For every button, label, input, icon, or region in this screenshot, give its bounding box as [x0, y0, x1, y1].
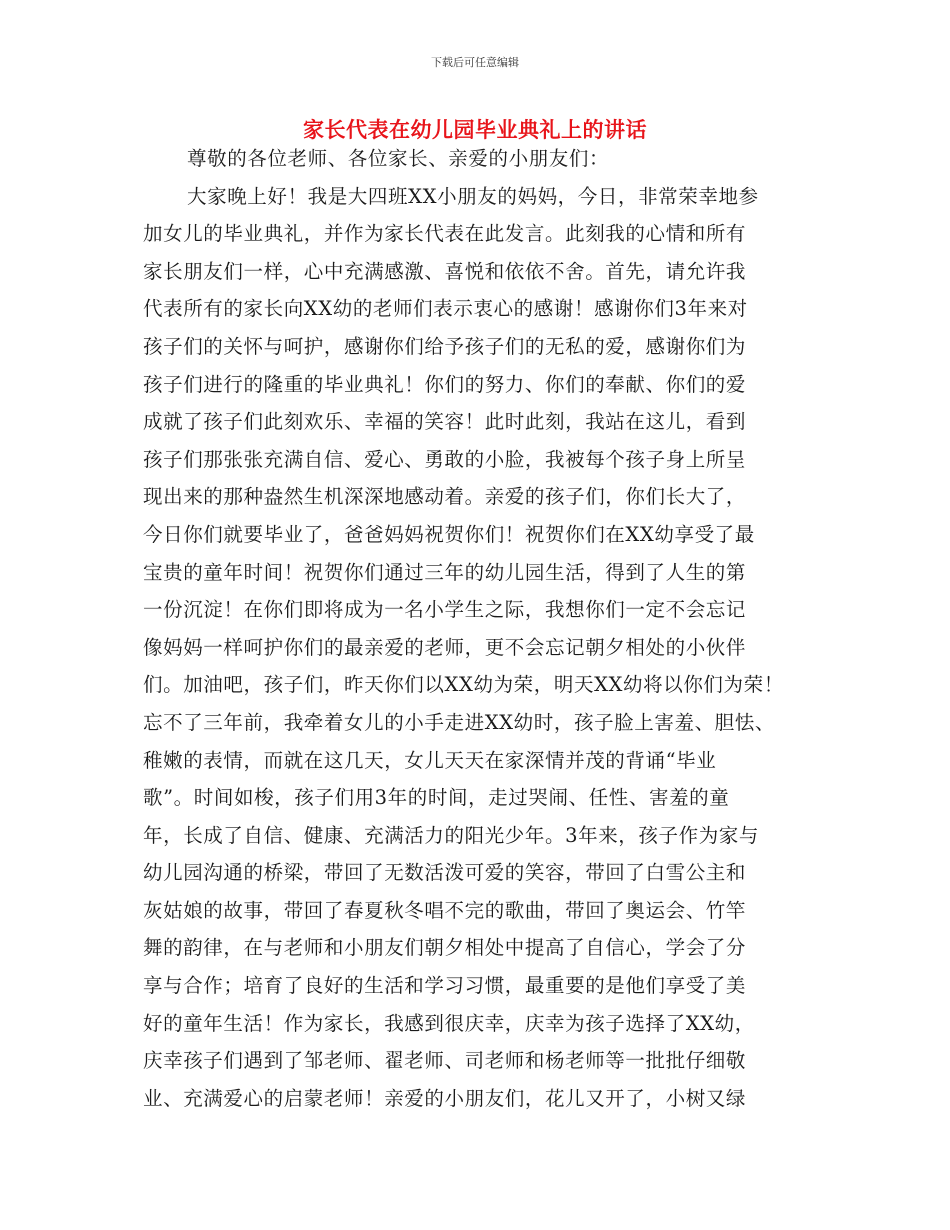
paragraph-line: 舞的韵律，在与老师和小朋友们朝夕相处中提高了自信心，学会了分: [143, 936, 747, 960]
paragraph-line: 宝贵的童年时间！祝贺你们通过三年的幼儿园生活，得到了人生的第: [143, 560, 747, 584]
paragraph-line: 幼儿园沟通的桥梁，带回了无数活泼可爱的笑容，带回了白雪公主和: [143, 861, 747, 885]
paragraph-line: 好的童年生活！作为家长，我感到很庆幸，庆幸为孩子选择了XX幼，: [143, 1011, 755, 1035]
paragraph-line: 加女儿的毕业典礼，并作为家长代表在此发言。此刻我的心情和所有: [143, 222, 747, 246]
paragraph-line: 孩子们那张张充满自信、爱心、勇敢的小脸，我被每个孩子身上所呈: [143, 447, 747, 471]
document-title: 家长代表在幼儿园毕业典礼上的讲话: [303, 117, 647, 142]
paragraph-line: 忘不了三年前，我牵着女儿的小手走进XX幼时，孩子脸上害羞、胆怯、: [143, 710, 775, 734]
paragraph-line: 庆幸孩子们遇到了邹老师、翟老师、司老师和杨老师等一批批仔细敬: [143, 1049, 747, 1073]
paragraph-line: 歌”。时间如梭，孩子们用3年的时间，走过哭闹、任性、害羞的童: [143, 786, 730, 810]
paragraph-line: 业、充满爱心的启蒙老师！亲爱的小朋友们，花儿又开了，小树又绿: [143, 1086, 747, 1110]
paragraph-line: 一份沉淀！在你们即将成为一名小学生之际，我想你们一定不会忘记: [143, 598, 747, 622]
paragraph-line: 稚嫩的表情，而就在这几天，女儿天天在家深情并茂的背诵“毕业: [143, 748, 717, 772]
paragraph-line: 年，长成了自信、健康、充满活力的阳光少年。3年来，孩子作为家与: [143, 823, 760, 847]
paragraph-line: 大家晚上好！我是大四班XX小朋友的妈妈，今日，非常荣幸地参: [187, 184, 759, 208]
paragraph-line: 像妈妈一样呵护你们的最亲爱的老师，更不会忘记朝夕相处的小伙伴: [143, 635, 747, 659]
paragraph-line: 今日你们就要毕业了，爸爸妈妈祝贺你们！祝贺你们在XX幼享受了最: [143, 522, 755, 546]
document-body: [143, 140, 833, 1117]
paragraph-line: 家长朋友们一样，心中充满感激、喜悦和依依不舍。首先，请允许我: [143, 259, 747, 283]
paragraph-line: 享与合作；培育了良好的生活和学习习惯，最重要的是他们享受了美: [143, 974, 747, 998]
paragraph-line: 代表所有的家长向XX幼的老师们表示衷心的感谢！感谢你们3年来对: [143, 297, 748, 321]
paragraph-line: 们。加油吧，孩子们，昨天你们以XX幼为荣，明天XX幼将以你们为荣！: [143, 673, 784, 697]
paragraph-line: 孩子们的关怀与呵护，感谢你们给予孩子们的无私的爱，感谢你们为: [143, 334, 747, 358]
salutation-line: 尊敬的各位老师、各位家长、亲爱的小朋友们：: [187, 147, 610, 170]
paragraph-line: 现出来的那种盎然生机深深地感动着。亲爱的孩子们，你们长大了，: [143, 485, 747, 509]
paragraph-line: 孩子们进行的隆重的毕业典礼！你们的努力、你们的奉献、你们的爱: [143, 372, 747, 396]
paragraph-line: 成就了孩子们此刻欢乐、幸福的笑容！此时此刻，我站在这儿，看到: [143, 410, 747, 434]
paragraph-line: 灰姑娘的故事，带回了春夏秋冬唱不完的歌曲，带回了奥运会、竹竿: [143, 898, 747, 922]
header-note: 下载后可任意编辑: [431, 56, 519, 69]
